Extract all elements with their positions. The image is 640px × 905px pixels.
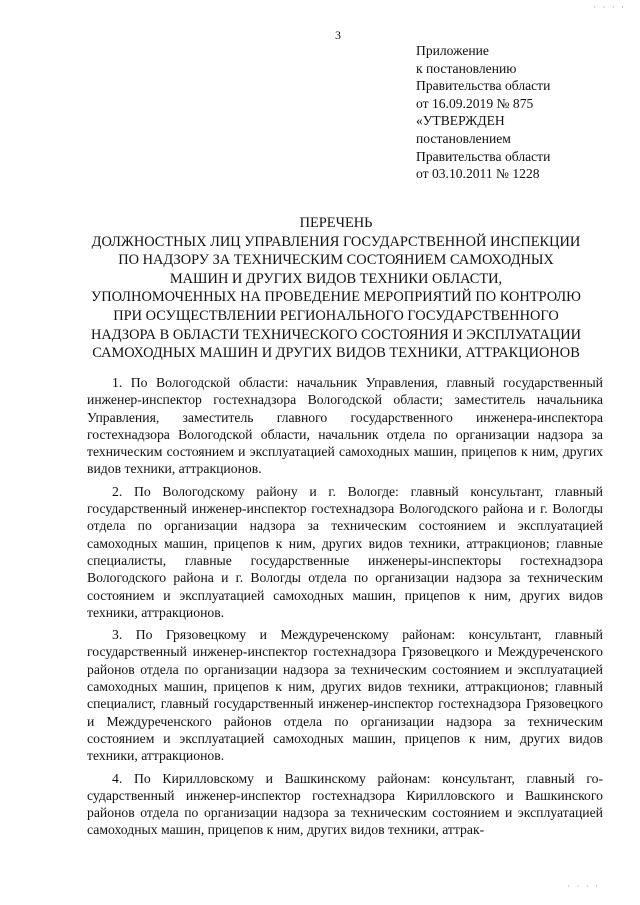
appendix-line: Правительства области (416, 78, 551, 94)
title-line: ДОЛЖНОСТНЫХ ЛИЦ УПРАВЛЕНИЯ ГОСУДАРСТВЕННОЙ ИНСПЕКЦИИ (91, 233, 581, 250)
appendix-line: к постановлению (416, 60, 517, 76)
title-line: УПОЛНОМОЧЕННЫХ НА ПРОВЕДЕНИЕ МЕРОПРИЯТИЙ ПО КОНТРОЛЮ (91, 289, 581, 306)
title-line: ПЕРЕЧЕНЬ (299, 215, 373, 231)
appendix-line: Приложение (416, 43, 489, 58)
document-title (62, 214, 610, 363)
scan-mark-bottom: · · · · (567, 881, 600, 891)
page-number: 3 (335, 28, 341, 42)
title-line: МАШИН И ДРУГИХ ВИДОВ ТЕХНИКИ ОБЛАСТИ, (169, 270, 503, 287)
scan-mark-top: · · · · (593, 2, 626, 12)
list-item: 4. По Кирилловскому и Вашкинскому районам: консультант, главный государственный инженер-инспектор гостехнадзора Кирилловского и Вашкинского районов отдела по организации надзора за техническим состоянием и эксплуатацией самоходных машин, прицепов к ним, других видов техники, аттрак- (87, 770, 603, 838)
appendix-line: от 03.10.2011 № 1228 (416, 166, 540, 182)
appendix-line: постановлением (416, 130, 511, 146)
title-line: ПО НАДЗОРУ ЗА ТЕХНИЧЕСКИМ СОСТОЯНИЕМ САМОХОДНЫХ (118, 252, 554, 269)
appendix-line: Правительства области (416, 148, 551, 164)
title-line: ПРИ ОСУЩЕСТВЛЕНИИ РЕГИОНАЛЬНОГО ГОСУДАРСТВЕННОГО (113, 307, 559, 324)
document-body (87, 374, 603, 844)
list-item: 2. По Вологодскому району и г. Вологде: главный консультант, главный государственный инженер-инспектор гостехнадзора Вологодского района и г. Вологды отдела по организации надзора за техническим состоянием и эксплуатацией самоходных машин, прицепов к ним, других видов техники, аттракционов; главные специалисты, главные государственные инженеры-инспекторы гостехнадзора Вологодского района и г. Вологды отдела по организации надзора за техническим состоянием и эксплуатацией самоходных машин, прицепов к ним, других видов техники, аттракционов. (87, 483, 603, 620)
appendix-note (416, 42, 616, 183)
list-item: 1. По Вологодской области: начальник Управления, главный государственный инженер-инспектор гостехнадзора Вологодской области; заместитель начальника Управления, заместитель главного государственного инженера-инспектора гостехнадзора Вологодской области, начальник отдела по организации надзора за техническим состоянием и эксплуатацией самоходных машин, прицепов к ним, других видов техники, аттракционов. (87, 375, 603, 477)
appendix-line: «УТВЕРЖДЕН (416, 113, 505, 129)
title-line: САМОХОДНЫХ МАШИН И ДРУГИХ ВИДОВ ТЕХНИКИ, АТТРАКЦИОНОВ (92, 345, 580, 362)
appendix-line: от 16.09.2019 № 875 (416, 95, 534, 111)
title-line: НАДЗОРА В ОБЛАСТИ ТЕХНИЧЕСКОГО СОСТОЯНИЯ И ЭКСПЛУАТАЦИИ (90, 326, 582, 343)
list-item: 3. По Грязовецкому и Междуреченскому районам: консультант, главный государственный инженер-инспектор гостехнадзора Грязовецкого и Междуреченского районов отдела по организации надзора за техническим состоянием и эксплуатацией самоходных машин, прицепов к ним, других видов техники, аттракционов; главный специалист, главный государственный инженер-инспектор гостехнадзора Грязовецкого и Междуреченского районов отдела по организации надзора за техническим состоянием и эксплуатацией самоходных машин, прицепов к ним, других видов техники, аттракционов. (87, 627, 603, 764)
